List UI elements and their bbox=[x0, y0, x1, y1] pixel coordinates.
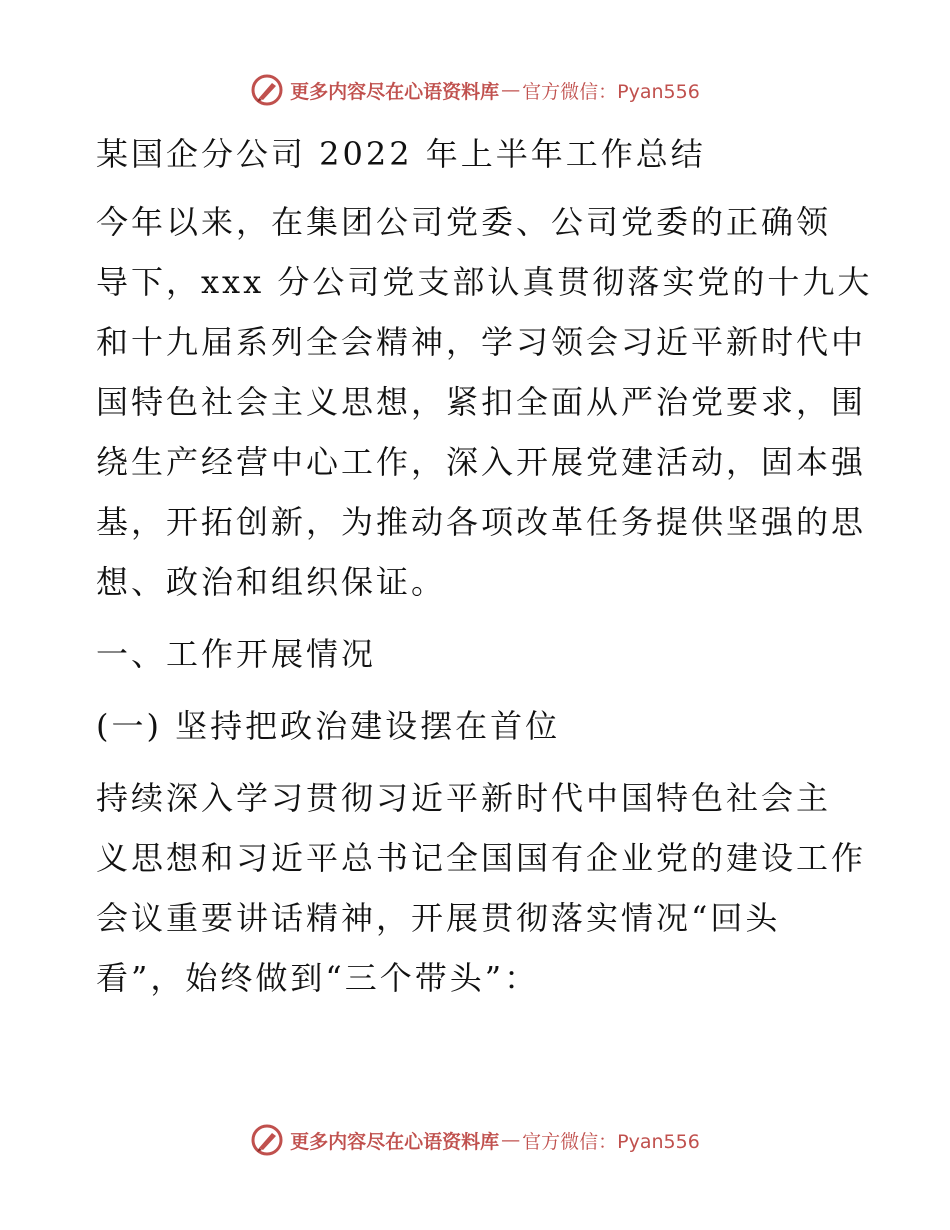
paragraph-line: 看”，始终做到“三个带头”： bbox=[96, 959, 540, 997]
paragraph-line: 导下，xxx 分公司党支部认真贯彻落实党的十九大 bbox=[96, 263, 873, 301]
paragraph-line: 今年以来，在集团公司党委、公司党委的正确领 bbox=[96, 203, 832, 241]
watermark-footer bbox=[0, 1120, 950, 1160]
watermark-text: 更多内容尽在心语资料库 bbox=[290, 1130, 500, 1153]
section-heading: 一、工作开展情况 bbox=[96, 635, 377, 673]
paragraph-line: 想、政治和组织保证。 bbox=[96, 563, 447, 601]
watermark-text: 更多内容尽在心语资料库 bbox=[290, 80, 500, 103]
watermark-wechat: 官方微信：Pyan556 bbox=[522, 1130, 700, 1153]
paragraph-line: 持续深入学习贯彻习近平新时代中国特色社会主 bbox=[96, 779, 832, 817]
paragraph-line: 基，开拓创新，为推动各项改革任务提供坚强的思 bbox=[96, 503, 867, 541]
paragraph-line: 绕生产经营中心工作，深入开展党建活动，固本强 bbox=[96, 443, 867, 481]
subsection-heading: (一) 坚持把政治建设摆在首位 bbox=[96, 707, 561, 745]
paragraph-line: 会议重要讲话精神，开展贯彻落实情况“回头 bbox=[96, 899, 781, 937]
watermark-header bbox=[0, 70, 950, 110]
watermark-wechat: 官方微信：Pyan556 bbox=[522, 80, 700, 103]
paragraph-line: 和十九届系列全会精神，学习领会习近平新时代中 bbox=[96, 323, 867, 361]
document-title: 某国企分公司 2022 年上半年工作总结 bbox=[96, 135, 706, 173]
paragraph-intro bbox=[96, 192, 873, 612]
watermark-separator: — bbox=[501, 1129, 521, 1151]
paragraph-line: 义思想和习近平总书记全国国有企业党的建设工作 bbox=[96, 839, 867, 877]
paragraph-line: 国特色社会主义思想，紧扣全面从严治党要求，围 bbox=[96, 383, 867, 421]
paragraph-political bbox=[96, 768, 867, 1008]
pen-logo-icon bbox=[250, 73, 284, 107]
pen-logo-icon bbox=[250, 1123, 284, 1157]
document-body bbox=[96, 124, 873, 1008]
watermark-separator: — bbox=[501, 79, 521, 101]
